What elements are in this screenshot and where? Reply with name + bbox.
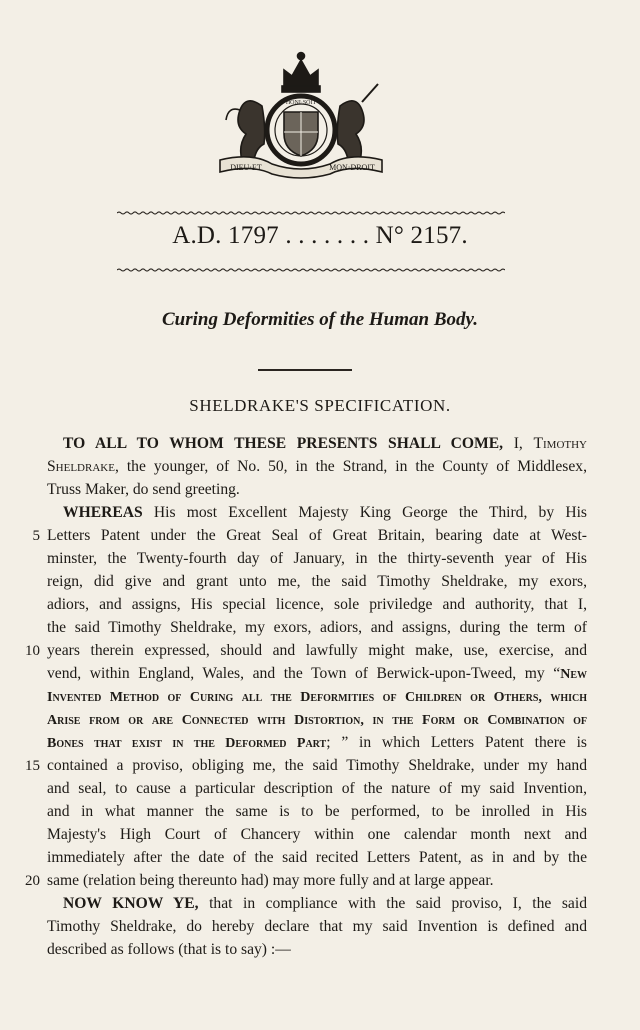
motto-left: DIEU·ET	[230, 163, 262, 172]
line-number-10: 10	[25, 643, 40, 659]
now-know-ye-phrase: NOW KNOW YE,	[63, 895, 199, 912]
inventor-first-name: Timothy	[533, 435, 588, 452]
text-span: the said Timothy Sheldrake, my exors, adiors, and assigns, during the term of	[47, 619, 587, 636]
text-span: adiors, and assigns, His special licence, sole priviledge and authority, that I,	[47, 596, 587, 613]
text-line-22	[47, 917, 587, 937]
text-span: Letters Patent under the Great Seal of Great Britain, bearing date at West-	[47, 527, 587, 544]
text-line-10	[47, 641, 587, 661]
text-span: His most Excellent Majesty King George the Third, by His	[142, 504, 587, 521]
title-divider	[258, 369, 352, 371]
leader-dots: . . . . . . .	[285, 222, 370, 249]
invention-name-start: New	[560, 667, 587, 682]
text-span: I,	[503, 435, 534, 452]
text-line-17	[47, 802, 587, 822]
text-line-18	[47, 825, 587, 845]
text-line-2	[47, 457, 587, 477]
line-number-5: 5	[32, 528, 40, 544]
patent-number: N° 2157.	[375, 222, 468, 249]
text-span: contained a proviso, obliging me, the said Timothy Sheldrake, under my hand	[47, 757, 587, 774]
text-line-8	[47, 595, 587, 615]
text-line-3	[47, 480, 587, 500]
text-line-7	[47, 572, 587, 592]
text-span: minster, the Twenty-fourth day of January, in the thirty-seventh year of His	[47, 550, 587, 567]
patent-number-line	[0, 222, 640, 250]
motto-right: MON·DROIT	[329, 163, 375, 172]
text-span: and seal, to cause a particular description of the nature of my said Invention,	[47, 780, 587, 797]
ornamental-rule-bottom	[117, 268, 505, 272]
text-line-12	[47, 687, 587, 707]
royal-coat-of-arms	[212, 48, 390, 180]
text-line-13	[47, 710, 587, 730]
garter-motto: HONI·SOIT	[285, 100, 317, 106]
text-span: vend, within England, Wales, and the Town of Berwick-upon-Tweed, my “	[47, 665, 561, 682]
line-number-20: 20	[25, 873, 40, 889]
text-line-16	[47, 779, 587, 799]
year-label: A.D. 1797	[172, 222, 279, 249]
text-span: ; ” in which Letters Patent there is	[326, 734, 587, 751]
coat-of-arms-icon	[212, 48, 390, 180]
text-line-6	[47, 549, 587, 569]
specification-heading: SHELDRAKE'S SPECIFICATION.	[189, 396, 451, 415]
text-span: immediately after the date of the said recited Letters Patent, as in and by the	[47, 849, 587, 866]
text-line-11	[47, 664, 587, 684]
text-line-15	[47, 756, 587, 776]
invention-name-end: Bones that exist in the Deformed Part	[47, 736, 327, 751]
text-span: Truss Maker, do send greeting.	[47, 481, 240, 498]
text-span: the younger, of No. 50, in the Strand, in the County of Middlesex,	[118, 458, 587, 475]
text-line-23	[47, 940, 587, 960]
line-number-15: 15	[25, 758, 40, 774]
text-line-5	[47, 526, 587, 546]
invention-name: Arise from or are Connected with Distortion, in the Form or Combination of	[47, 713, 587, 728]
document-title: Curing Deformities of the Human Body.	[162, 309, 478, 330]
text-span: same (relation being thereunto had) may more fully and at large appear.	[47, 872, 494, 889]
text-line-19	[47, 848, 587, 868]
opening-phrase: TO ALL TO WHOM THESE PRESENTS SHALL COME,	[63, 435, 504, 452]
text-span: described as follows (that is to say) :—	[47, 941, 291, 958]
text-line-14	[47, 733, 587, 753]
invention-name: Invented Method of Curing all the Deformities of Children or Others, which	[47, 690, 587, 705]
whereas-phrase: WHEREAS	[63, 504, 143, 521]
text-span: years therein expressed, should and lawfully might make, use, exercise, and	[47, 642, 587, 659]
text-line-4	[63, 503, 587, 523]
text-span: Majesty's High Court of Chancery within one calendar month next and	[47, 826, 587, 843]
text-span: and in what manner the same is to be performed, to be inrolled in His	[47, 803, 587, 820]
text-span: Timothy Sheldrake, do hereby declare that my said Invention is defined and	[47, 918, 587, 935]
text-line-21	[63, 894, 587, 914]
text-span: reign, did give and grant unto me, the said Timothy Sheldrake, my exors,	[47, 573, 587, 590]
text-line-1	[63, 434, 587, 454]
text-line-20	[47, 871, 587, 891]
text-line-9	[47, 618, 587, 638]
text-span: that in compliance with the said proviso, I, the said	[198, 895, 587, 912]
inventor-surname: Sheldrake,	[47, 458, 119, 475]
ornamental-rule-top	[117, 211, 505, 215]
